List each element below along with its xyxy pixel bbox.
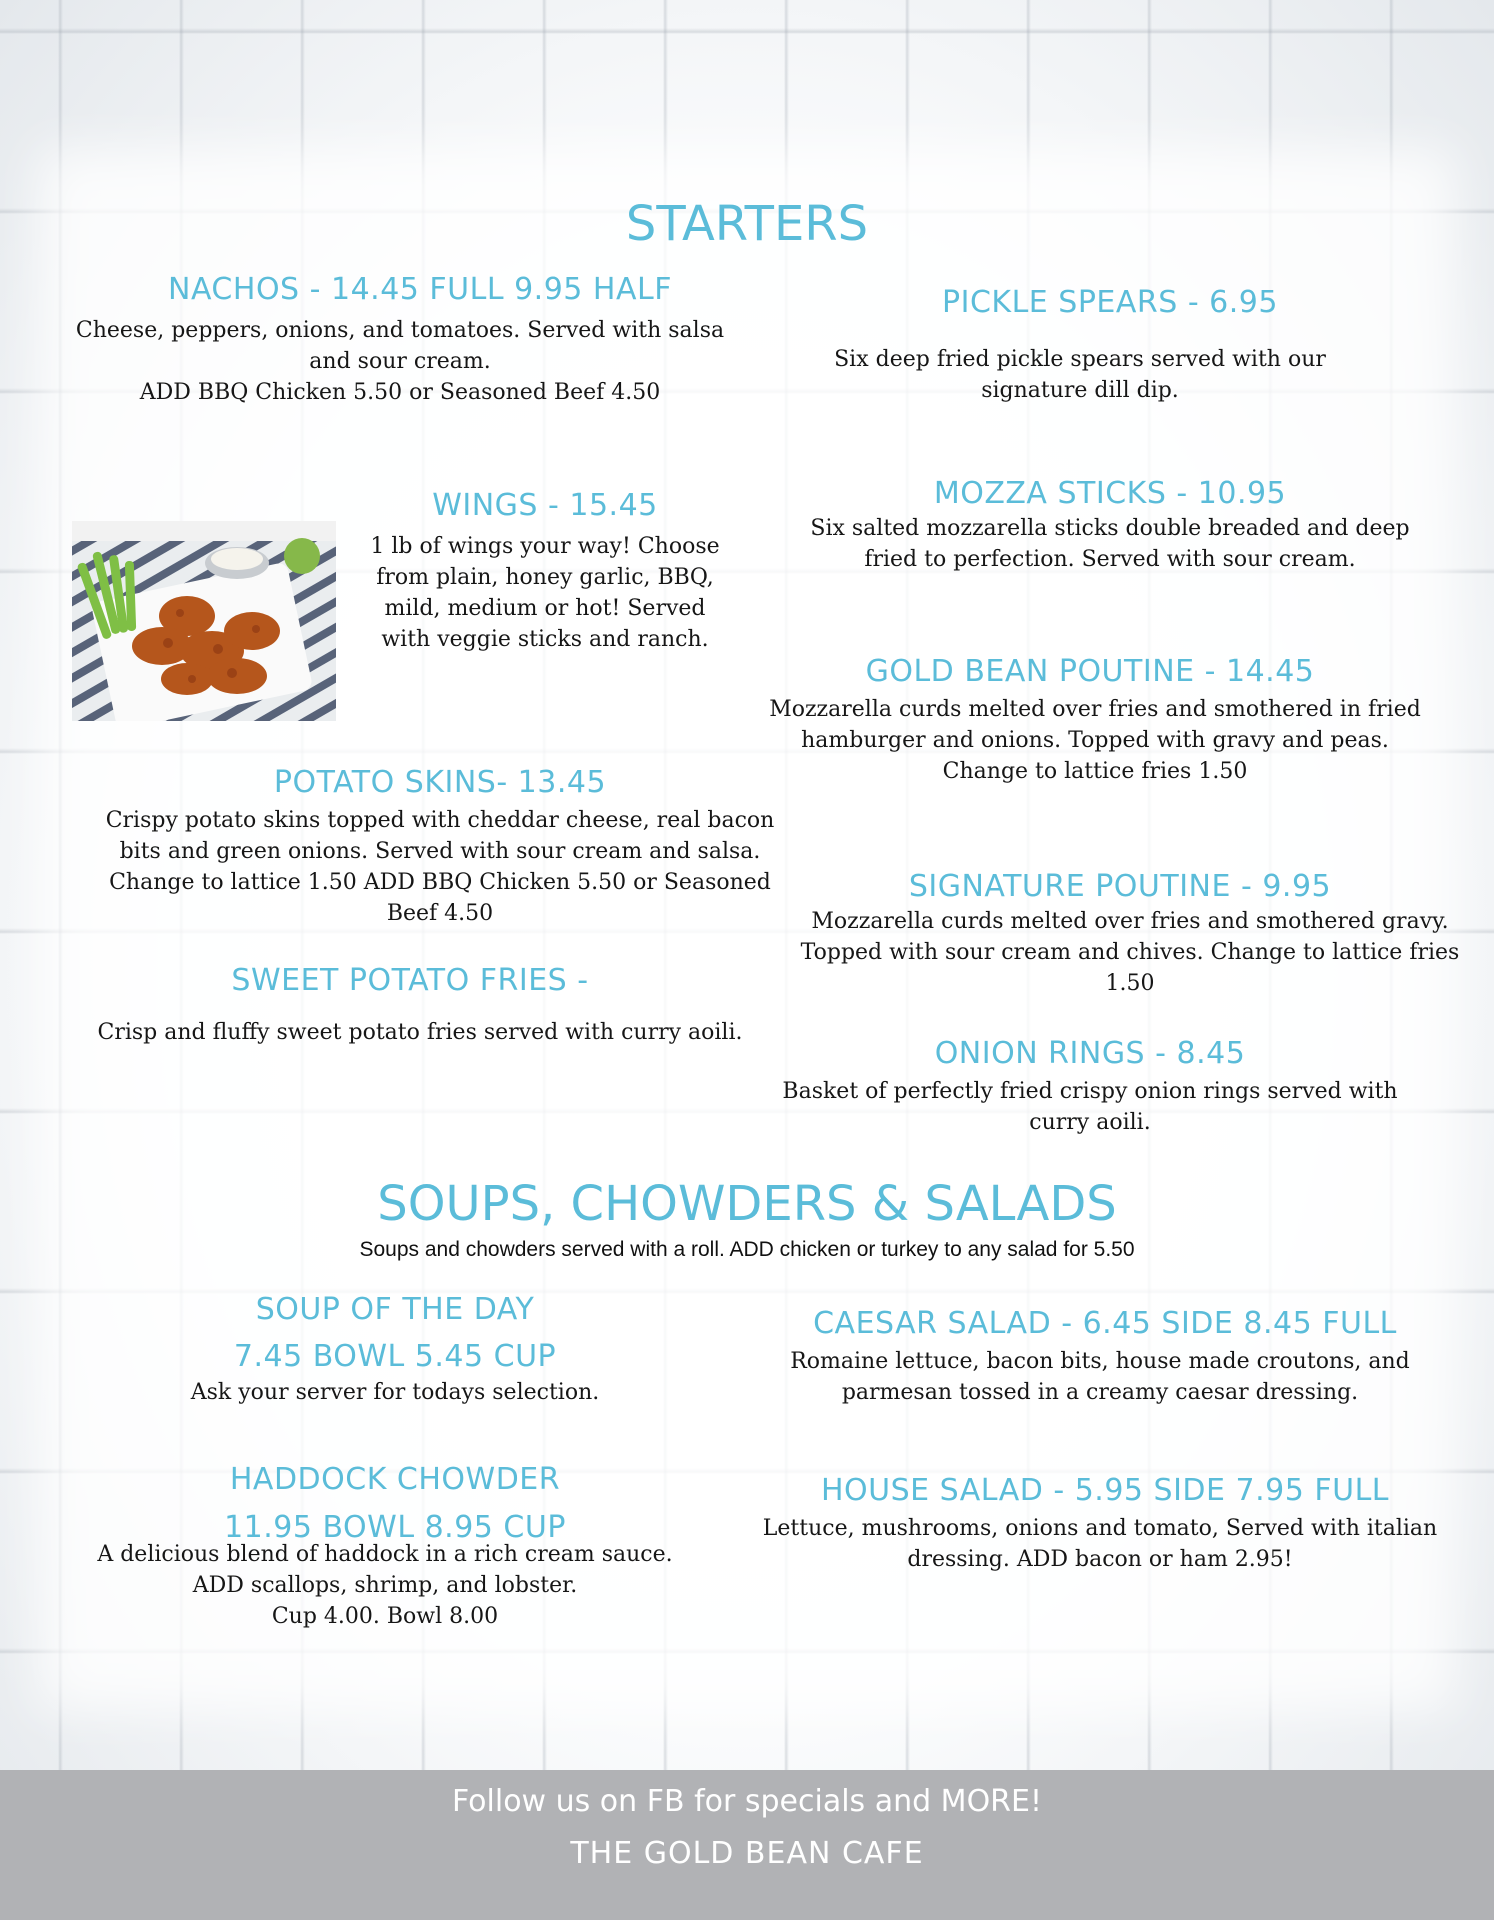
wings-illustration xyxy=(72,521,336,721)
footer-bar xyxy=(0,1770,1494,1920)
item-desc-haddock-chowder: A delicious blend of haddock in a rich cream sauce. ADD scallops, shrimp, and lobster. Cup 4.00. Bowl 8.00 xyxy=(97,1542,673,1629)
footer-cafe-name: THE GOLD BEAN CAFE xyxy=(570,1836,924,1871)
item-desc-nachos: Cheese, peppers, onions, and tomatoes. Served with salsa and sour cream. ADD BBQ Chicken 5.50 or Seasoned Beef 4.50 xyxy=(75,318,725,405)
section-title-starters: STARTERS xyxy=(625,196,869,252)
item-desc-soup-of-the-day: Ask your server for todays selection. xyxy=(190,1380,600,1405)
item-desc-house-salad: Lettuce, mushrooms, onions and tomato, Served with italian dressing. ADD bacon or ham 2.95! xyxy=(762,1516,1438,1572)
item-title-sweet-potato-fries: SWEET POTATO FRIES - xyxy=(231,963,589,998)
item-title-gold-bean-poutine: GOLD BEAN POUTINE - 14.45 xyxy=(865,654,1315,689)
footer-follow-text: Follow us on FB for specials and MORE! xyxy=(451,1784,1043,1819)
item-title-house-salad: HOUSE SALAD - 5.95 SIDE 7.95 FULL xyxy=(821,1473,1389,1508)
item-desc-sweet-potato-fries: Crisp and fluffy sweet potato fries served with curry aoili. xyxy=(97,1020,743,1045)
item-title-haddock-chowder: HADDOCK CHOWDER xyxy=(229,1462,561,1497)
item-title-soup-of-the-day: SOUP OF THE DAY xyxy=(255,1292,535,1327)
item-title-pickle-spears: PICKLE SPEARS - 6.95 xyxy=(942,285,1278,320)
soups-subtitle: Soups and chowders served with a roll. ADD chicken or turkey to any salad for 5.50 xyxy=(359,1238,1135,1261)
item-price-haddock-chowder: 11.95 BOWL 8.95 CUP xyxy=(224,1510,566,1545)
item-title-caesar-salad: CAESAR SALAD - 6.45 SIDE 8.45 FULL xyxy=(813,1306,1397,1341)
item-desc-pickle-spears: Six deep fried pickle spears served with our signature dill dip. xyxy=(834,347,1326,403)
item-title-potato-skins: POTATO SKINS- 13.45 xyxy=(273,765,607,800)
item-price-soup-of-the-day: 7.45 BOWL 5.45 CUP xyxy=(233,1339,557,1374)
item-desc-onion-rings: Basket of perfectly fried crispy onion rings served with curry aoili. xyxy=(782,1079,1398,1135)
item-desc-mozza-sticks: Six salted mozzarella sticks double breaded and deep fried to perfection. Served with sour cream. xyxy=(810,516,1410,572)
item-desc-potato-skins: Crispy potato skins topped with cheddar cheese, real bacon bits and green onions. Served with sour cream and salsa. Change to lattice 1.50 ADD BBQ Chicken 5.50 or Seasoned Beef 4.50 xyxy=(105,808,775,926)
wings-photo xyxy=(72,521,336,721)
section-title-soups: SOUPS, CHOWDERS & SALADS xyxy=(377,1176,1117,1232)
item-desc-signature-poutine: Mozzarella curds melted over fries and smothered gravy. Topped with sour cream and chives. Change to lattice fries 1.50 xyxy=(800,909,1460,996)
item-title-wings: WINGS - 15.45 xyxy=(432,488,658,523)
item-desc-caesar-salad: Romaine lettuce, bacon bits, house made croutons, and parmesan tossed in a creamy caesar dressing. xyxy=(790,1349,1410,1405)
item-title-mozza-sticks: MOZZA STICKS - 10.95 xyxy=(933,476,1287,511)
item-desc-wings: 1 lb of wings your way! Choose from plain, honey garlic, BBQ, mild, medium or hot! Served with veggie sticks and ranch. xyxy=(370,534,720,652)
item-desc-gold-bean-poutine: Mozzarella curds melted over fries and smothered in fried hamburger and onions. Topped with gravy and peas. Change to lattice fries 1.50 xyxy=(769,697,1421,784)
item-title-nachos: NACHOS - 14.45 FULL 9.95 HALF xyxy=(168,272,672,307)
item-title-signature-poutine: SIGNATURE POUTINE - 9.95 xyxy=(908,869,1332,904)
item-title-onion-rings: ONION RINGS - 8.45 xyxy=(934,1036,1246,1071)
